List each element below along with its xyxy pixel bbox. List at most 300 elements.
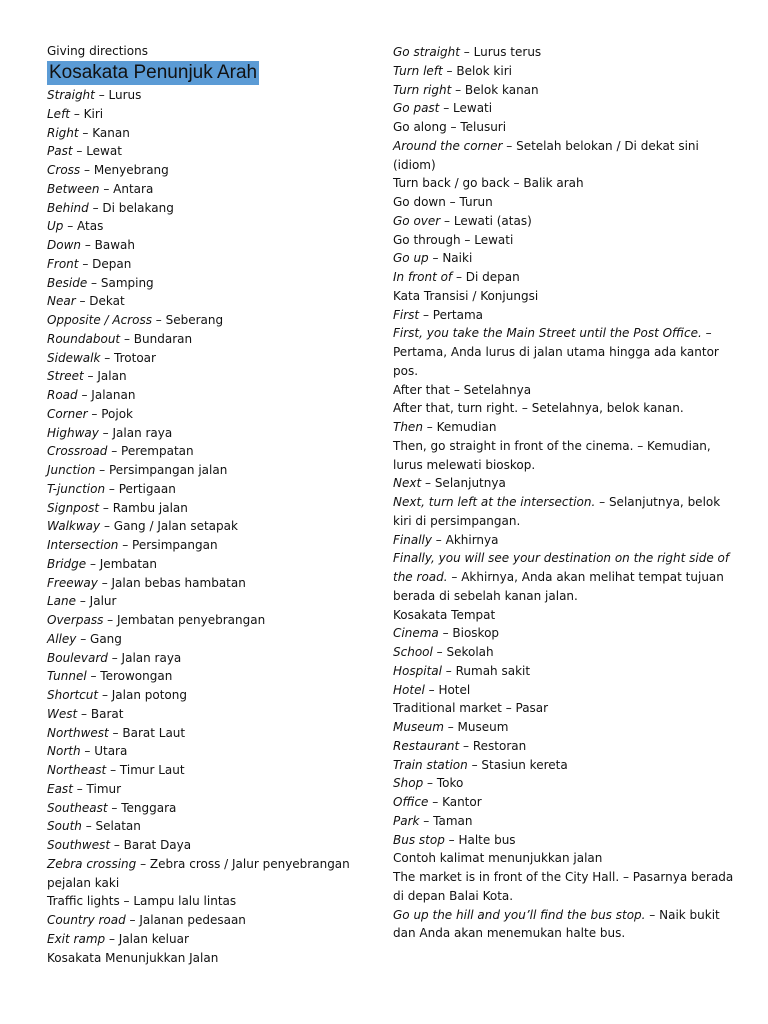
vocabulary-list-left [47, 86, 377, 967]
indonesian-meaning: Rumah sakit [455, 663, 531, 678]
vocab-line [393, 699, 733, 718]
english-term: Behind [47, 200, 89, 215]
indonesian-meaning: Belok kiri [456, 63, 512, 78]
vocab-line [393, 306, 733, 325]
indonesian-meaning: Kanan [92, 125, 130, 140]
dash-separator: – [441, 663, 456, 678]
vocab-line [393, 587, 733, 606]
vocab-line [47, 817, 377, 836]
english-term: Alley [47, 631, 77, 646]
vocab-line [47, 124, 377, 143]
english-term: West [47, 706, 78, 721]
dash-separator: – [431, 532, 446, 547]
vocab-line [47, 667, 377, 686]
vocab-line [47, 761, 377, 780]
plain-text: Go through – Lewati [393, 232, 514, 247]
vocab-line [47, 555, 377, 574]
dash-separator: – [428, 795, 443, 809]
dash-separator: – [151, 313, 166, 327]
dash-separator: – [451, 82, 465, 97]
dash-separator: – [107, 650, 122, 665]
vocab-line [393, 418, 733, 437]
vocab-line [47, 574, 377, 593]
indonesian-meaning: Bawah [94, 238, 136, 252]
english-term: Freeway [47, 575, 98, 590]
indonesian-meaning: Sekolah [446, 645, 494, 659]
english-term: Go up [393, 251, 429, 266]
vocab-line [393, 868, 733, 887]
indonesian-meaning: Jalan [97, 369, 127, 384]
vocab-line [47, 349, 377, 368]
vocab-line [47, 311, 377, 330]
dash-separator: – [595, 495, 609, 509]
plain-text: di depan Balai Kota. [393, 888, 514, 903]
english-term: Straight [47, 88, 95, 102]
indonesian-meaning: Hotel [438, 682, 471, 697]
vocab-line [393, 43, 733, 62]
vocab-line [393, 924, 733, 943]
dash-separator: – [98, 688, 112, 702]
indonesian-meaning: Jalan raya [112, 425, 173, 440]
vocab-line [47, 180, 377, 199]
vocab-line [393, 193, 733, 212]
indonesian-meaning: Lewati [453, 101, 493, 116]
vocab-line [47, 836, 377, 855]
indonesian-meaning: Di depan [465, 270, 520, 284]
vocab-line [47, 86, 377, 105]
plain-text: Traffic lights – Lampu lalu lintas [47, 894, 237, 909]
dash-separator: – [108, 725, 123, 740]
vocab-line [47, 724, 377, 743]
plain-text: Turn back / go back – Balik arah [393, 176, 584, 191]
indonesian-meaning: Toko [436, 776, 464, 791]
vocab-line [47, 911, 377, 930]
dash-separator: – [103, 613, 117, 627]
english-term: Zebra crossing [47, 856, 137, 871]
vocab-line [47, 874, 377, 893]
english-term: South [47, 819, 82, 834]
vocab-line [47, 480, 377, 499]
dash-separator: – [419, 307, 433, 322]
vocab-line [393, 681, 733, 700]
vocab-line [47, 517, 377, 536]
english-term: Go past [393, 101, 440, 116]
english-term: Shop [393, 776, 424, 791]
indonesian-meaning: Lurus [108, 88, 142, 102]
vocab-line [47, 855, 377, 874]
vocab-line [47, 367, 377, 386]
plain-text: (idiom) [393, 157, 436, 172]
dash-separator: – [447, 570, 462, 584]
english-term: Next [393, 476, 422, 491]
vocab-line [47, 161, 377, 180]
plain-text: Kata Transisi / Konjungsi [393, 288, 539, 303]
dash-separator: – [81, 238, 95, 252]
indonesian-meaning: Persimpangan [132, 538, 218, 552]
dash-separator: – [423, 776, 437, 791]
english-term: Road [47, 388, 78, 402]
dash-separator: – [428, 251, 443, 266]
dash-separator: – [107, 800, 122, 815]
dash-separator: – [106, 763, 120, 777]
dash-separator: – [81, 819, 96, 834]
plain-text: Kosakata Menunjukkan Jalan [47, 950, 219, 965]
plain-text: dan Anda akan menemukan halte bus. [393, 926, 626, 941]
vocab-line [393, 568, 733, 587]
english-term: Exit ramp [47, 931, 106, 946]
plain-text: Go down – Turun [393, 195, 493, 209]
english-term: Country road [47, 913, 126, 927]
dash-separator: – [419, 813, 434, 828]
indonesian-meaning: Selatan [95, 819, 141, 834]
vocab-line [47, 930, 377, 949]
document-title: Kosakata Penunjuk Arah [49, 62, 258, 83]
dash-separator: – [118, 538, 133, 552]
vocab-line [393, 174, 733, 193]
vocab-line [47, 292, 377, 311]
vocab-line [47, 536, 377, 555]
english-term: Southeast [47, 800, 108, 815]
indonesian-meaning: Terowongan [100, 669, 173, 684]
indonesian-meaning: Belok kanan [464, 82, 539, 97]
indonesian-meaning: Kemudian [436, 420, 497, 434]
vocab-line [393, 474, 733, 493]
indonesian-meaning: Restoran [472, 738, 527, 753]
vocab-line [47, 274, 377, 293]
right-column [393, 43, 733, 943]
english-term: First [393, 307, 420, 322]
vocab-line [47, 236, 377, 255]
vocab-line [47, 199, 377, 218]
english-term: Overpass [47, 613, 104, 627]
vocab-line [47, 649, 377, 668]
indonesian-meaning: Pojok [101, 406, 133, 421]
english-term: Go up the hill and you’ll find the bus stop. [393, 907, 646, 922]
dash-separator: – [76, 631, 91, 646]
english-term: Cinema [393, 626, 439, 641]
indonesian-meaning: Jalanan [91, 388, 136, 402]
vocab-line [47, 780, 377, 799]
dash-separator: – [98, 425, 113, 440]
plain-text: berada di sebelah kanan jalan. [393, 588, 578, 603]
dash-separator: – [701, 326, 712, 341]
indonesian-meaning: Naiki [442, 251, 473, 266]
dash-separator: – [87, 406, 102, 421]
english-term: Lane [47, 594, 77, 609]
dash-separator: – [77, 388, 92, 402]
vocab-line [393, 231, 733, 250]
plain-text: Kosakata Tempat [393, 607, 496, 622]
vocab-line [393, 662, 733, 681]
dash-separator: – [645, 907, 660, 922]
dash-separator: – [88, 200, 103, 215]
indonesian-meaning: Antara [113, 181, 154, 196]
english-term: Front [47, 256, 79, 271]
english-term: Next, turn left at the intersection. [393, 495, 596, 509]
dash-separator: – [72, 781, 87, 796]
indonesian-meaning: Selanjutnya [434, 476, 506, 491]
english-term: Hotel [393, 682, 425, 697]
plain-text: pos. [393, 363, 419, 378]
vocab-line [47, 892, 377, 911]
document-header: Giving directions [47, 44, 148, 58]
vocab-line [393, 812, 733, 831]
dash-separator: – [424, 682, 439, 697]
vocab-line [393, 456, 733, 475]
vocab-line [393, 831, 733, 850]
indonesian-meaning: Pertama [432, 307, 484, 322]
vocab-line [47, 442, 377, 461]
english-term: Hospital [393, 663, 442, 678]
indonesian-meaning: Tenggara [121, 800, 177, 815]
english-term: Office [393, 795, 429, 809]
vocab-line [393, 62, 733, 81]
dash-separator: – [99, 181, 114, 196]
vocab-line [393, 287, 733, 306]
indonesian-meaning: Jembatan penyebrangan [116, 613, 266, 627]
plain-text: After that – Setelahnya [393, 382, 532, 397]
english-term: Intersection [47, 538, 119, 552]
dash-separator: – [105, 481, 119, 496]
dash-separator: – [95, 463, 109, 477]
vocab-line [393, 81, 733, 100]
vocab-line [393, 643, 733, 662]
english-term: First, you take the Main Street until the Post Office. [393, 326, 702, 341]
dash-separator: – [107, 444, 122, 459]
indonesian-meaning: Akhirnya [445, 532, 499, 547]
vocab-line [393, 268, 733, 287]
vocab-line [47, 949, 377, 968]
vocab-line [47, 405, 377, 424]
dash-separator: – [78, 125, 93, 140]
english-term: the road. [393, 570, 448, 584]
english-term: Park [393, 813, 420, 828]
english-term: Between [47, 181, 100, 196]
plain-text: The market is in front of the City Hall. – Pasarnya berada [393, 870, 734, 884]
vocab-line [393, 737, 733, 756]
indonesian-meaning: Depan [92, 256, 132, 271]
plain-text: Go along – Telusuri [393, 120, 507, 134]
vocab-line [47, 424, 377, 443]
indonesian-meaning: Halte bus [458, 832, 516, 847]
indonesian-meaning: Setelah belokan / Di dekat sini [516, 138, 699, 153]
english-term: Bus stop [393, 832, 445, 847]
indonesian-meaning: Barat Daya [123, 838, 192, 852]
english-term: Northwest [47, 725, 109, 740]
dash-separator: – [442, 63, 457, 78]
vocab-line [393, 362, 733, 381]
english-term: Down [47, 238, 82, 252]
dash-separator: – [97, 575, 112, 590]
english-term: Right [47, 125, 79, 140]
vocab-line [47, 217, 377, 236]
english-term: Restaurant [393, 738, 460, 753]
vocabulary-list-right [393, 43, 733, 943]
indonesian-meaning: Barat [90, 706, 124, 721]
dash-separator: – [452, 270, 466, 284]
dash-separator: – [439, 101, 454, 116]
plain-text: Contoh kalimat menunjukkan jalan [393, 851, 603, 866]
vocab-line [47, 105, 377, 124]
indonesian-meaning: Utara [94, 744, 128, 759]
vocab-line [393, 137, 733, 156]
indonesian-meaning: Jalan keluar [118, 931, 189, 946]
english-term: Finally [393, 532, 432, 547]
vocab-line [393, 549, 733, 568]
plain-text: Pertama, Anda lurus di jalan utama hingga ada kantor [393, 345, 719, 359]
dash-separator: – [63, 219, 78, 234]
english-term: East [47, 781, 73, 796]
english-term: In front of [393, 270, 453, 284]
indonesian-meaning: Menyebrang [93, 163, 169, 177]
english-term: Sidewalk [47, 350, 101, 365]
dash-separator: – [444, 832, 459, 847]
english-term: School [393, 645, 433, 659]
dash-separator: – [432, 645, 447, 659]
english-term: Crossroad [47, 444, 108, 459]
vocab-line [47, 799, 377, 818]
vocab-line [393, 399, 733, 418]
indonesian-meaning: Lewat [86, 144, 122, 159]
english-term: Turn left [393, 63, 443, 78]
indonesian-meaning: Persimpangan jalan [108, 463, 228, 477]
vocab-line [393, 531, 733, 550]
english-term: Opposite / Across [47, 313, 152, 327]
indonesian-meaning: Dekat [89, 294, 125, 309]
english-term: Up [47, 219, 64, 234]
vocab-line [47, 630, 377, 649]
indonesian-meaning: Lewati (atas) [453, 213, 532, 228]
indonesian-meaning: Samping [100, 275, 154, 290]
vocab-line [47, 611, 377, 630]
english-term: Roundabout [47, 331, 121, 346]
plain-text: lurus melewati bioskop. [393, 457, 536, 472]
indonesian-meaning: Bundaran [133, 331, 193, 346]
vocab-line [47, 142, 377, 161]
english-term: North [47, 744, 81, 759]
dash-separator: – [78, 256, 93, 271]
dash-separator: – [76, 594, 90, 609]
english-term: Train station [393, 757, 468, 772]
vocab-line [393, 493, 733, 512]
vocab-line [393, 512, 733, 531]
english-term: Southwest [47, 838, 111, 852]
vocab-line [393, 718, 733, 737]
vocab-line [47, 461, 377, 480]
left-column [47, 43, 377, 967]
indonesian-meaning: Seberang [165, 313, 224, 327]
dash-separator: – [100, 350, 115, 365]
english-term: Turn right [393, 82, 452, 97]
dash-separator: – [100, 519, 114, 534]
vocab-line [393, 774, 733, 793]
indonesian-meaning: Akhirnya, Anda akan melihat tempat tujuan [461, 570, 724, 584]
indonesian-meaning: Gang [90, 631, 122, 646]
english-term: Near [47, 294, 76, 309]
english-term: Northeast [47, 763, 107, 777]
english-term: Beside [47, 275, 88, 290]
dash-separator: – [440, 213, 454, 228]
plain-text: kiri di persimpangan. [393, 513, 521, 528]
english-term: Signpost [47, 500, 100, 515]
vocab-line [393, 906, 733, 925]
dash-separator: – [77, 706, 91, 721]
plain-text: pejalan kaki [47, 875, 120, 890]
english-term: Tunnel [47, 669, 87, 684]
indonesian-meaning: Kantor [442, 795, 482, 809]
english-term: T-junction [47, 481, 106, 496]
dash-separator: – [87, 275, 101, 290]
indonesian-meaning: Timur Laut [119, 763, 185, 777]
dash-separator: – [86, 556, 100, 571]
english-term: Highway [47, 425, 99, 440]
dash-separator: – [502, 138, 517, 153]
indonesian-meaning: Timur [86, 781, 122, 796]
dash-separator: – [467, 757, 482, 772]
english-term: Cross [47, 163, 81, 177]
dash-separator: – [72, 144, 87, 159]
dash-separator: – [110, 838, 124, 852]
vocab-line [393, 99, 733, 118]
plain-text: After that, turn right. – Setelahnya, belok kanan. [393, 401, 684, 416]
english-term: Around the corner [393, 138, 503, 153]
dash-separator: – [105, 931, 119, 946]
dash-separator: – [421, 476, 435, 491]
dash-separator: – [94, 88, 109, 102]
indonesian-meaning: Atas [77, 219, 104, 234]
english-term: Past [47, 144, 73, 159]
dash-separator: – [443, 720, 458, 734]
indonesian-meaning: Jalan raya [121, 650, 182, 665]
dash-separator: – [75, 294, 90, 309]
english-sentence: Finally, you will see your destination on the right side of [393, 551, 730, 566]
indonesian-meaning: Bioskop [452, 626, 500, 641]
indonesian-meaning: Zebra cross / Jalur penyebrangan [149, 856, 350, 871]
english-term: Bridge [47, 556, 87, 571]
vocab-line [393, 156, 733, 175]
indonesian-meaning: Di belakang [102, 200, 174, 215]
vocab-line [47, 592, 377, 611]
vocab-line [393, 624, 733, 643]
plain-text: Traditional market – Pasar [393, 701, 549, 716]
dash-separator: – [459, 738, 473, 753]
english-term: Left [47, 106, 70, 121]
english-term: Museum [393, 720, 444, 734]
dash-separator: – [83, 369, 98, 384]
english-term: Boulevard [47, 650, 108, 665]
vocab-line [47, 705, 377, 724]
dash-separator: – [86, 669, 101, 684]
indonesian-meaning: Gang / Jalan setapak [113, 519, 238, 534]
dash-separator: – [120, 331, 134, 346]
vocab-line [393, 887, 733, 906]
plain-text: Then, go straight in front of the cinema. – Kemudian, [393, 438, 711, 453]
dash-separator: – [80, 744, 95, 759]
english-term: Go over [393, 213, 441, 228]
dash-separator: – [80, 163, 94, 177]
indonesian-meaning: Barat Laut [122, 725, 186, 740]
indonesian-meaning: Jalanan pedesaan [139, 913, 246, 927]
dash-separator: – [438, 626, 453, 641]
vocab-line [47, 742, 377, 761]
indonesian-meaning: Trotoar [114, 350, 156, 365]
vocab-line [393, 606, 733, 625]
vocab-line [393, 849, 733, 868]
vocab-line [393, 249, 733, 268]
vocab-line [47, 330, 377, 349]
vocab-line [47, 386, 377, 405]
indonesian-meaning: Stasiun kereta [481, 757, 568, 772]
